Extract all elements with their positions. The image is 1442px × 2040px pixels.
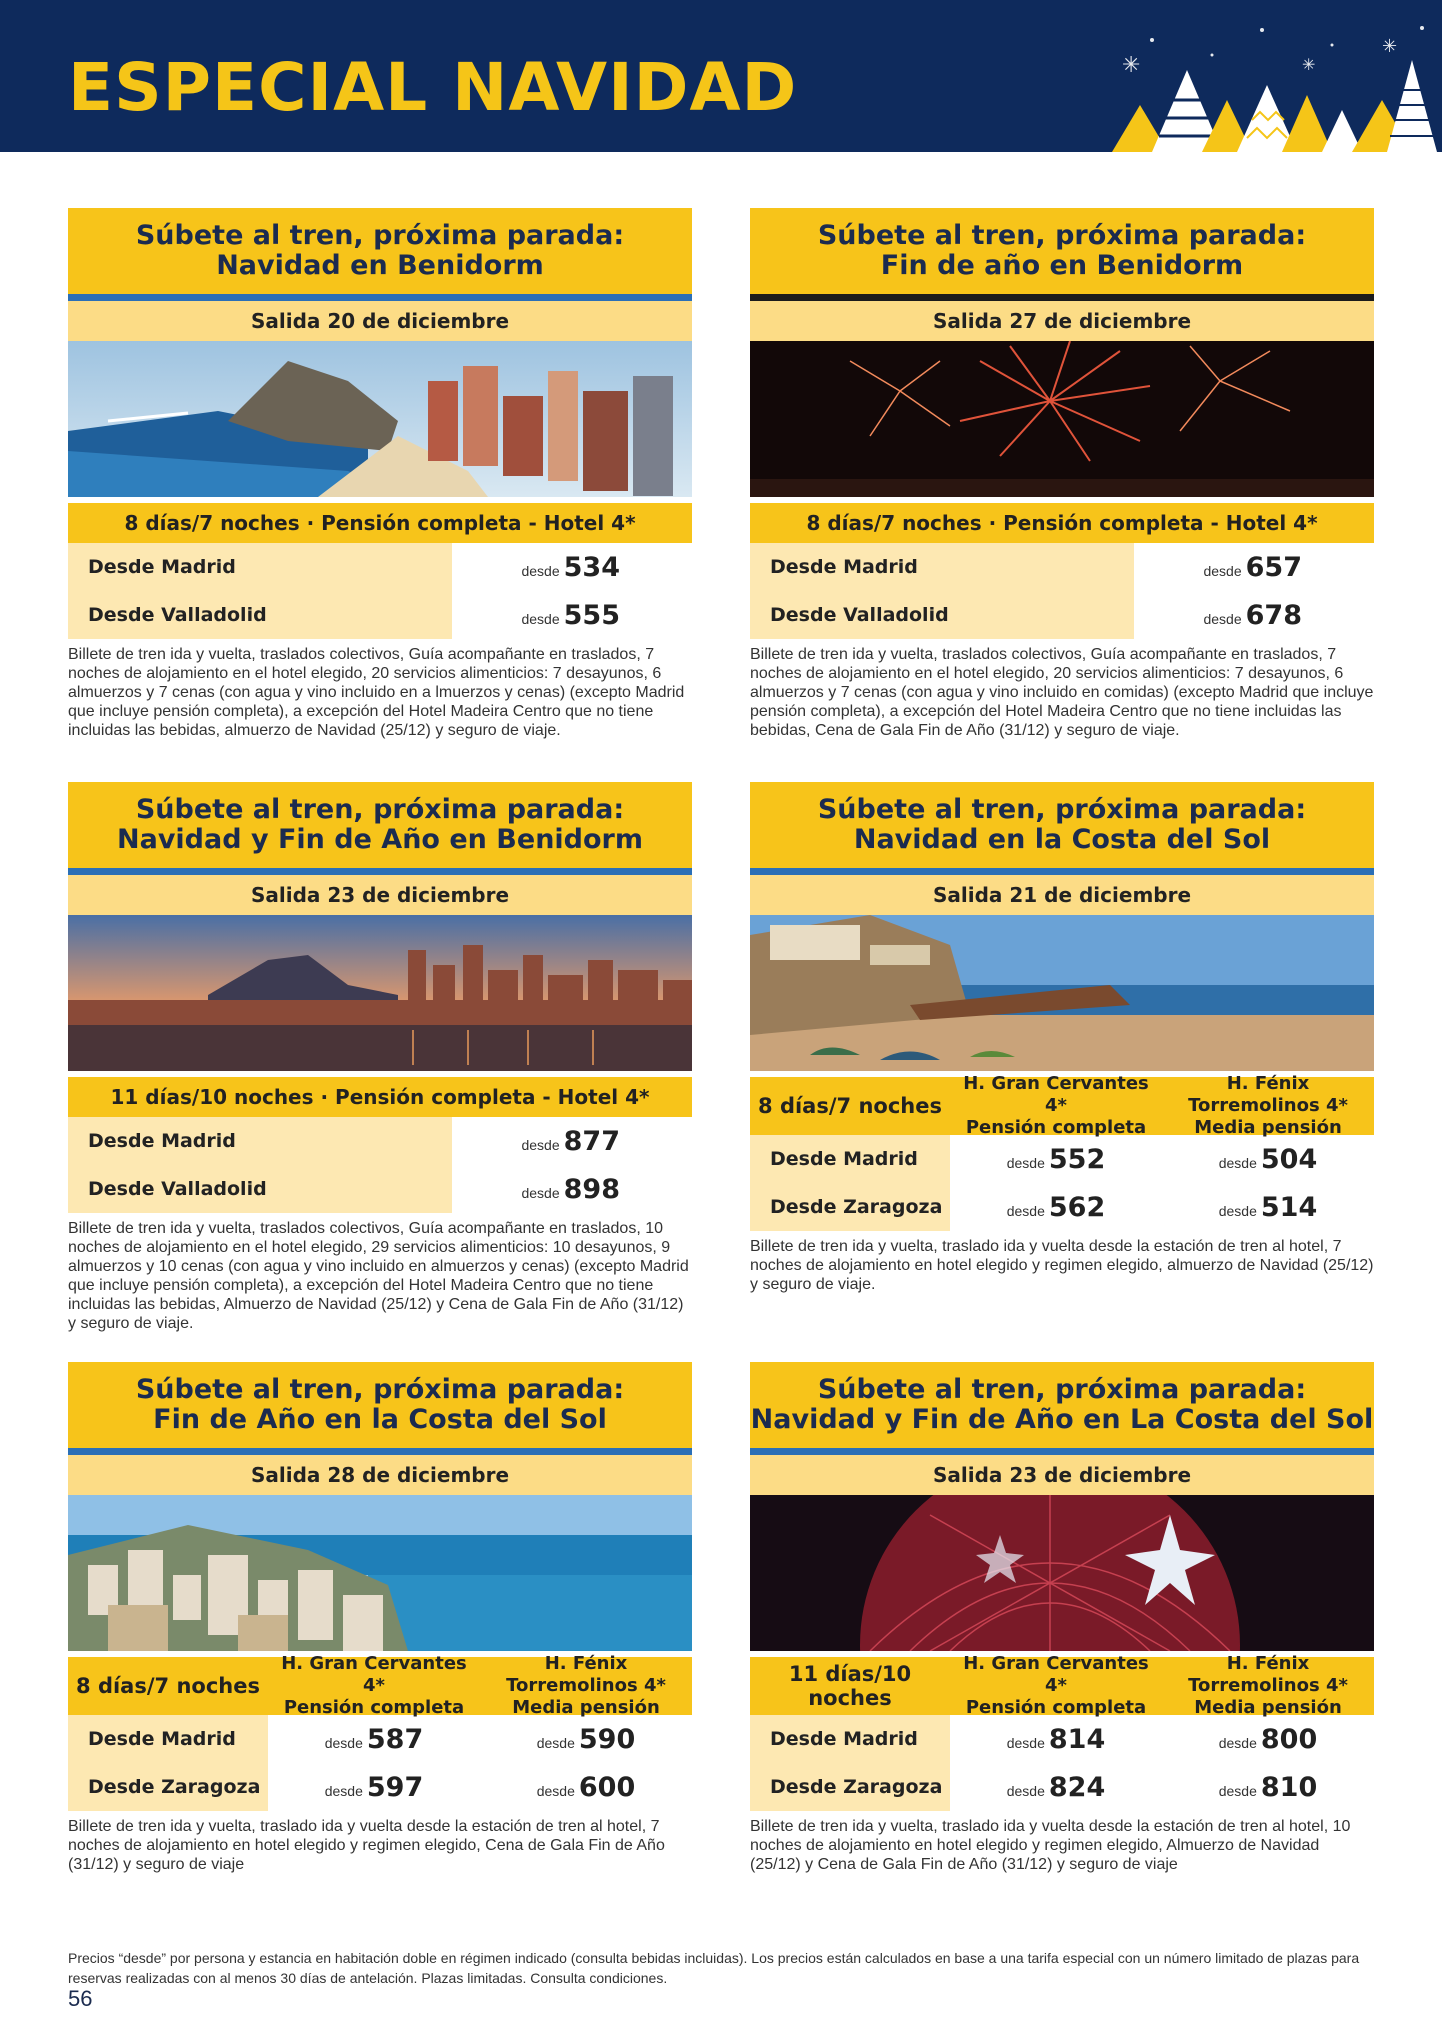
price-cell: desde 877 <box>452 1117 692 1165</box>
offer-card-fin-ano-costa-del-sol <box>68 1362 692 1874</box>
price-value: 898 <box>563 1173 620 1205</box>
price-row <box>68 1763 692 1811</box>
hotel-table-header <box>68 1653 692 1718</box>
coastal-city-photo <box>68 1495 692 1651</box>
origin-city: Desde Zaragoza <box>750 1183 950 1231</box>
divider <box>68 868 692 875</box>
card-title: Súbete al tren, próxima parada: Fin de Año en la Costa del Sol <box>68 1362 692 1448</box>
page-title: ESPECIAL NAVIDAD <box>68 49 798 126</box>
origin-city: Desde Madrid <box>750 1135 950 1183</box>
origin-city: Desde Madrid <box>68 543 452 591</box>
price-value: 587 <box>366 1723 424 1755</box>
origin-city: Desde Valladolid <box>68 591 452 639</box>
divider <box>68 1448 692 1455</box>
price-cell: desde 552 <box>1006 1143 1106 1175</box>
departure-date: Salida 23 de diciembre <box>68 875 692 915</box>
price-cell: desde 898 <box>452 1165 692 1213</box>
divider <box>750 294 1374 301</box>
price-cell: desde 814 <box>1006 1723 1106 1755</box>
price-cell: desde 514 <box>1218 1191 1318 1223</box>
price-row <box>750 1763 1374 1811</box>
offer-description: Billete de tren ida y vuelta, traslado ida y vuelta desde la estación de tren al hotel, 7 noches de alojamiento en hotel elegido y regimen elegido, Cena de Gala Fin de Año (31/12) y seguro de viaje <box>68 1818 665 1873</box>
card-title: Súbete al tren, próxima parada: Navidad y Fin de Año en Benidorm <box>68 782 692 868</box>
hotel-column-header: H. Fénix Torremolinos 4* Media pensión <box>1188 1073 1348 1138</box>
price-value: 514 <box>1260 1191 1318 1223</box>
page-number: 56 <box>68 1986 93 2011</box>
price-row <box>750 543 1374 591</box>
christmas-trees-decoration <box>882 0 1442 152</box>
price-row <box>750 1715 1374 1763</box>
price-value: 534 <box>563 551 620 583</box>
price-value: 824 <box>1048 1771 1106 1803</box>
costa-del-sol-beach-photo <box>750 915 1374 1071</box>
offer-card-navidad-fin-ano-benidorm <box>68 782 692 1333</box>
svg-text:✳: ✳ <box>1122 53 1141 78</box>
header-band <box>0 0 1442 152</box>
price-cell: desde 824 <box>1006 1771 1106 1803</box>
price-value: 590 <box>578 1723 636 1755</box>
price-value: 678 <box>1245 599 1302 631</box>
price-cell: desde 810 <box>1218 1771 1318 1803</box>
price-value: 504 <box>1260 1143 1318 1175</box>
offer-description: Billete de tren ida y vuelta, traslados colectivos, Guía acompañante en traslados, 7 noches de alojamiento en el hotel elegido, 20 servicios alimenticios: 7 desayunos, 6 almuerzos y 7 cenas (con agua y vino incluido en comidas) (excepto Madrid que incluye pensión completa), a excepción del Hotel Madeira Centro que no tiene incluidas las bebidas, Cena de Gala Fin de Año (31/12) y seguro de viaje. <box>750 646 1374 739</box>
hotel-column-header: H. Gran Cervantes 4* Pensión completa <box>281 1653 467 1718</box>
card-title: Súbete al tren, próxima parada: Fin de año en Benidorm <box>750 208 1374 294</box>
price-value: 555 <box>563 599 620 631</box>
price-value: 800 <box>1260 1723 1318 1755</box>
price-row <box>68 543 692 591</box>
offer-card-navidad-fin-ano-costa-del-sol <box>750 1362 1374 1874</box>
duration-row: 8 días/7 noches · Pensión completa - Hotel 4* <box>750 503 1374 543</box>
departure-date: Salida 28 de diciembre <box>68 1455 692 1495</box>
price-cell: desde 600 <box>536 1771 636 1803</box>
divider <box>750 1448 1374 1455</box>
svg-text:✳: ✳ <box>1382 36 1398 57</box>
price-row <box>68 1165 692 1213</box>
price-row <box>68 1117 692 1165</box>
hotel-column-header: H. Fénix Torremolinos 4* Media pensión <box>506 1653 666 1718</box>
price-cell: desde 597 <box>324 1771 424 1803</box>
price-row <box>750 1135 1374 1183</box>
offer-card-fin-de-ano-benidorm <box>750 208 1374 740</box>
origin-city: Desde Madrid <box>750 1715 950 1763</box>
price-cell: desde 587 <box>324 1723 424 1755</box>
price-row <box>68 591 692 639</box>
origin-city: Desde Zaragoza <box>750 1763 950 1811</box>
divider <box>68 294 692 301</box>
footnote: Precios “desde” por persona y estancia en habitación doble en régimen indicado (consulta bebidas incluidas). Los precios están calculados en base a una tarifa especial con un número limitado de plazas para reservas realizadas con al menos 30 días de antelación. Plazas limitadas. Consulta condiciones. <box>68 1950 1360 1986</box>
price-value: 597 <box>366 1771 424 1803</box>
origin-city: Desde Madrid <box>750 543 1134 591</box>
card-title: Súbete al tren, próxima parada: Navidad en Benidorm <box>68 208 692 294</box>
departure-date: Salida 20 de diciembre <box>68 301 692 341</box>
hotel-table-header <box>750 1653 1374 1718</box>
price-value: 810 <box>1260 1771 1318 1803</box>
hotel-table-header <box>750 1073 1374 1138</box>
origin-city: Desde Zaragoza <box>68 1763 268 1811</box>
offer-description: Billete de tren ida y vuelta, traslados colectivos, Guía acompañante en traslados, 10 noches de alojamiento en el hotel elegido, 29 servicios alimenticios: 10 desayunos, 9 almuerzos y 10 cenas (con agua y vino incluido en almuerzos y cenas) (excepto Madrid que incluye pensión completa), a excepción del Hotel Madeira Centro que no tiene incluidas las bebidas, Almuerzo de Navidad (25/12) y Cena de Gala Fin de Año (31/12) y seguro de viaje. <box>68 1220 689 1332</box>
price-value: 877 <box>563 1125 620 1157</box>
origin-city: Desde Madrid <box>68 1715 268 1763</box>
offer-card-navidad-benidorm <box>68 208 692 740</box>
fireworks-photo <box>750 341 1374 497</box>
price-cell: desde 534 <box>452 543 692 591</box>
offer-description: Billete de tren ida y vuelta, traslado ida y vuelta desde la estación de tren al hotel, 10 noches de alojamiento en hotel elegido y regimen elegido, Almuerzo de Navidad (25/12) y Cena de Gala Fin de Año (31/12) y seguro de viaje <box>750 1818 1351 1873</box>
christmas-lights-star-photo <box>750 1495 1374 1651</box>
origin-city: Desde Madrid <box>68 1117 452 1165</box>
origin-city: Desde Valladolid <box>68 1165 452 1213</box>
svg-text:✳: ✳ <box>1302 55 1316 74</box>
price-cell: desde 504 <box>1218 1143 1318 1175</box>
duration-label: 11 días/10 noches <box>788 1662 912 1710</box>
offer-description: Billete de tren ida y vuelta, traslados colectivos, Guía acompañante en traslados, 7 noches de alojamiento en el hotel elegido, 20 servicios alimenticios: 7 desayunos, 6 almuerzos y 7 cenas (con agua y vino incluido en a lmuerzos y cenas) (excepto Madrid que incluye pensión completa), a excepción del Hotel Madeira Centro que no tiene incluidas las bebidas, almuerzo de Navidad (25/12) y seguro de viaje. <box>68 646 685 739</box>
card-title: Súbete al tren, próxima parada: Navidad en la Costa del Sol <box>750 782 1374 868</box>
departure-date: Salida 27 de diciembre <box>750 301 1374 341</box>
price-cell: desde 657 <box>1134 543 1374 591</box>
price-row <box>68 1715 692 1763</box>
price-cell: desde 800 <box>1218 1723 1318 1755</box>
price-cell: desde 678 <box>1134 591 1374 639</box>
price-cell: desde 590 <box>536 1723 636 1755</box>
offer-description: Billete de tren ida y vuelta, traslado ida y vuelta desde la estación de tren al hotel, 7 noches de alojamiento en hotel elegido y regimen elegido, almuerzo de Navidad (25/12) y seguro de viaje. <box>750 1238 1374 1293</box>
departure-date: Salida 21 de diciembre <box>750 875 1374 915</box>
price-cell: desde 555 <box>452 591 692 639</box>
price-value: 552 <box>1048 1143 1106 1175</box>
duration-label: 8 días/7 noches <box>758 1094 942 1118</box>
departure-date: Salida 23 de diciembre <box>750 1455 1374 1495</box>
duration-label: 8 días/7 noches <box>76 1674 260 1698</box>
price-row <box>750 591 1374 639</box>
hotel-column-header: H. Gran Cervantes 4* Pensión completa <box>963 1073 1149 1138</box>
card-title: Súbete al tren, próxima parada: Navidad y Fin de Año en La Costa del Sol <box>750 1362 1374 1448</box>
price-cell: desde 562 <box>1006 1191 1106 1223</box>
duration-row: 11 días/10 noches · Pensión completa - Hotel 4* <box>68 1077 692 1117</box>
benidorm-coast-photo <box>68 341 692 497</box>
price-value: 814 <box>1048 1723 1106 1755</box>
offer-card-navidad-costa-del-sol <box>750 782 1374 1294</box>
price-value: 600 <box>578 1771 636 1803</box>
origin-city: Desde Valladolid <box>750 591 1134 639</box>
duration-row: 8 días/7 noches · Pensión completa - Hotel 4* <box>68 503 692 543</box>
hotel-column-header: H. Fénix Torremolinos 4* Media pensión <box>1188 1653 1348 1718</box>
divider <box>750 868 1374 875</box>
hotel-column-header: H. Gran Cervantes 4* Pensión completa <box>963 1653 1149 1718</box>
price-value: 657 <box>1245 551 1302 583</box>
price-value: 562 <box>1048 1191 1106 1223</box>
benidorm-skyline-sunset-photo <box>68 915 692 1071</box>
price-row <box>750 1183 1374 1231</box>
